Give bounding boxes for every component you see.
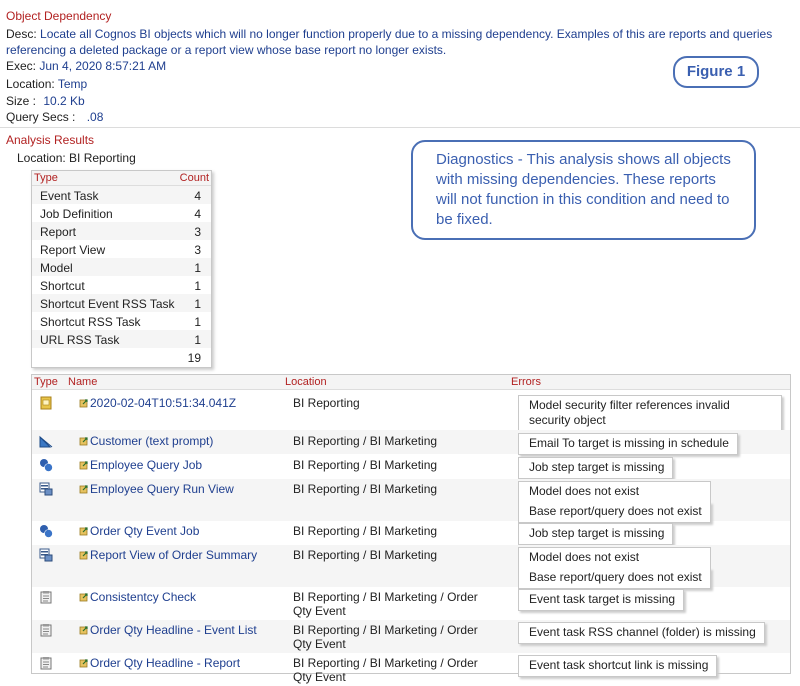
object-link[interactable] (79, 396, 236, 410)
report-description (6, 26, 796, 58)
summary-type: Event Task (40, 189, 99, 203)
results-col-type: Type (34, 376, 58, 388)
object-link[interactable] (79, 482, 234, 496)
object-name: Consistentcy Check (90, 590, 197, 604)
object-location: BI Reporting (293, 396, 360, 410)
object-link[interactable] (79, 656, 240, 670)
size-value: 10.2 Kb (43, 94, 85, 108)
object-location: BI Reporting / BI Marketing (293, 434, 438, 448)
object-location: BI Reporting / BI Marketing / Order Qty Event (293, 623, 478, 651)
location-value: Temp (57, 77, 88, 91)
summary-row (32, 240, 211, 258)
report-view-icon (39, 548, 53, 562)
summary-type: Shortcut RSS Task (40, 315, 141, 329)
summary-count: 4 (194, 207, 201, 221)
error-message: Event task target is missing (518, 589, 684, 611)
object-location: BI Reporting / BI Marketing (293, 458, 438, 472)
object-location: BI Reporting / BI Marketing (293, 548, 438, 562)
summary-type: Model (40, 261, 73, 275)
event-task-icon (39, 590, 53, 604)
size-label: Size : (6, 94, 37, 108)
summary-count: 1 (194, 297, 201, 311)
table-row (32, 653, 790, 686)
object-location: BI Reporting / BI Marketing (293, 524, 438, 538)
summary-table (31, 170, 212, 368)
summary-count: 1 (194, 261, 201, 275)
object-link[interactable] (79, 458, 202, 472)
object-link[interactable] (79, 590, 196, 604)
results-col-name: Name (68, 376, 98, 388)
desc-value: Locate all Cognos BI objects which will no longer function properly due to a missing dependency. Examples of this are reports and queries referencing a deleted package or a report view whose base report no longer exists. (6, 27, 773, 57)
object-link[interactable] (79, 524, 199, 538)
query-label: Query Secs : (6, 110, 76, 124)
object-link[interactable] (79, 623, 257, 637)
object-name: Employee Query Run View (90, 482, 234, 496)
table-row (32, 587, 790, 620)
location-row (6, 77, 87, 91)
summary-count: 1 (194, 315, 201, 329)
object-link[interactable] (79, 434, 213, 448)
event-task-icon (39, 623, 53, 637)
exec-value: Jun 4, 2020 8:57:21 AM (39, 59, 167, 73)
prompt-icon (39, 434, 53, 448)
error-message: Job step target is missing (518, 523, 673, 545)
object-link[interactable] (79, 548, 257, 562)
shortcut-icon (79, 592, 89, 602)
object-location: BI Reporting / BI Marketing (293, 482, 438, 496)
summary-type: Shortcut Event RSS Task (40, 297, 175, 311)
exec-row (6, 59, 166, 73)
summary-count: 3 (194, 243, 201, 257)
summary-type: Shortcut (40, 279, 85, 293)
summary-type: URL RSS Task (40, 333, 120, 347)
model-icon (39, 396, 53, 410)
exec-label: Exec: (6, 59, 37, 73)
error-message: Event task shortcut link is missing (518, 655, 717, 677)
summary-count: 1 (194, 279, 201, 293)
object-name: Employee Query Job (90, 458, 203, 472)
results-table (31, 374, 791, 684)
summary-col-count: Count (179, 172, 209, 184)
object-location: BI Reporting / BI Marketing / Order Qty Event (293, 656, 478, 684)
summary-col-type: Type (34, 172, 58, 184)
error-message: Model does not exist (518, 481, 711, 502)
table-row (32, 455, 790, 479)
error-message: Email To target is missing in schedule (518, 433, 738, 455)
summary-total: 19 (187, 351, 201, 365)
error-message: Event task RSS channel (folder) is missing (518, 622, 765, 644)
shortcut-icon (79, 460, 89, 470)
summary-total-row (32, 348, 211, 366)
error-list (518, 622, 765, 648)
summary-row (32, 258, 211, 276)
desc-label: Desc: (6, 27, 37, 41)
object-name: Customer (text prompt) (90, 434, 214, 448)
summary-row (32, 330, 211, 348)
location-label: Location: (6, 77, 55, 91)
query-value: .08 (86, 110, 104, 124)
table-row (32, 545, 790, 587)
diagnostics-callout: Diagnostics - This analysis shows all objects with missing dependencies. These reports will not function in this condition and need to be fixed. (411, 140, 756, 240)
summary-row (32, 312, 211, 330)
size-row (6, 94, 85, 108)
summary-row (32, 276, 211, 294)
summary-row (32, 294, 211, 312)
object-name: Order Qty Headline - Report (90, 656, 241, 670)
analysis-location: Location: BI Reporting (17, 151, 136, 165)
table-row (32, 479, 790, 521)
summary-count: 1 (194, 333, 201, 347)
summary-header (32, 171, 211, 186)
query-row (6, 110, 103, 124)
summary-type: Job Definition (40, 207, 113, 221)
job-icon (39, 524, 53, 538)
error-message: Base report/query does not exist (518, 502, 711, 523)
results-header (32, 375, 790, 390)
shortcut-icon (79, 484, 89, 494)
shortcut-icon (79, 398, 89, 408)
summary-row (32, 186, 211, 204)
error-message: Job step target is missing (518, 457, 673, 479)
error-list (518, 655, 717, 681)
summary-type: Report (40, 225, 77, 239)
shortcut-icon (79, 526, 89, 536)
event-task-icon (39, 656, 53, 670)
error-message: Base report/query does not exist (518, 568, 711, 589)
object-name: Report View of Order Summary (90, 548, 258, 562)
figure-callout: Figure 1 (673, 56, 759, 88)
table-row (32, 620, 790, 653)
error-list (518, 589, 684, 615)
error-message: Model does not exist (518, 547, 711, 568)
shortcut-icon (79, 625, 89, 635)
summary-count: 3 (194, 225, 201, 239)
summary-count: 4 (194, 189, 201, 203)
object-name: Order Qty Headline - Event List (90, 623, 257, 637)
error-message: Model security filter references invalid security object (518, 395, 782, 432)
object-location: BI Reporting / BI Marketing / Order Qty Event (293, 590, 478, 618)
shortcut-icon (79, 550, 89, 560)
table-row (32, 521, 790, 545)
table-row (32, 391, 790, 428)
analysis-title: Analysis Results (6, 133, 95, 147)
results-col-location: Location (285, 376, 327, 388)
table-row (32, 430, 790, 454)
summary-row (32, 204, 211, 222)
report-view-icon (39, 482, 53, 496)
summary-row (32, 222, 211, 240)
shortcut-icon (79, 436, 89, 446)
object-name: 2020-02-04T10:51:34.041Z (90, 396, 237, 410)
object-name: Order Qty Event Job (90, 524, 200, 538)
job-icon (39, 458, 53, 472)
summary-type: Report View (40, 243, 106, 257)
results-col-errors: Errors (511, 376, 541, 388)
shortcut-icon (79, 658, 89, 668)
report-title: Object Dependency (6, 9, 112, 23)
